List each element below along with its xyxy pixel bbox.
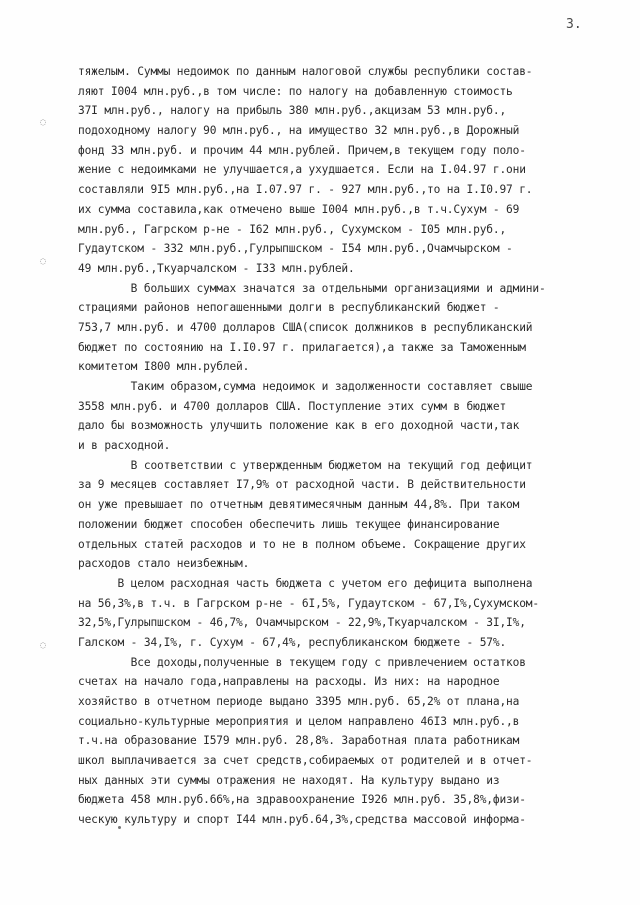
text-line: он уже превышает по отчетным девятимесячным данным 44,8%. При таком xyxy=(78,498,520,512)
text-line: бюджета 458 млн.руб.66%,на здравоохранение I926 млн.руб. 35,8%,физи- xyxy=(78,793,526,807)
text-line: млн.руб., Гагрском р-не - I62 млн.руб., Сухумском - I05 млн.руб., xyxy=(78,222,507,236)
document-body xyxy=(78,62,623,830)
text-line: 37I млн.руб., налогу на прибыль 380 млн.руб.,акцизам 53 млн.руб., xyxy=(78,104,507,118)
text-line: жение с недоимками не улучшается,а ухудшается. Если на I.04.97 г.они xyxy=(78,163,526,177)
text-line: составляли 9I5 млн.руб.,на I.07.97 г. - 927 млн.руб.,то на I.I0.97 г. xyxy=(78,183,533,197)
text-line: их сумма составила,как отмечено выше I004 млн.руб.,в т.ч.Сухум - 69 xyxy=(78,202,520,216)
text-line: расходов стало неизбежным. xyxy=(78,557,250,571)
text-line: Гудаутском - 332 млн.руб.,Гулрыпшском - I54 млн.руб.,Очамчырском - xyxy=(78,242,513,256)
text-line: социально-культурные мероприятия и целом направлено 46I3 млн.руб.,в xyxy=(78,714,520,728)
text-line: В целом расходная часть бюджета с учетом его дефицита выполнена xyxy=(78,576,533,590)
text-line: т.ч.на образование I579 млн.руб. 28,8%. Заработная плата работникам xyxy=(78,734,520,748)
text-line: В больших суммах значатся за отдельными организациями и админи- xyxy=(78,281,546,295)
text-line: Таким образом,сумма недоимок и задолженности составляет свыше xyxy=(78,380,533,393)
text-line: положении бюджет способен обеспечить лишь текущее финансирование xyxy=(78,517,500,531)
text-line: В соответствии с утвержденным бюджетом на текущий год дефицит xyxy=(78,458,533,472)
text-line: фонд 33 млн.руб. и прочим 44 млн.рублей. Причем,в текущем году поло- xyxy=(78,143,526,157)
text-line: ляют I004 млн.руб.,в том числе: по налогу на добавленную стоимость xyxy=(78,84,513,98)
punch-hole-mark: ◌ xyxy=(40,117,47,128)
text-line: ных данных эти суммы отражения не находят. На культуру выдано из xyxy=(78,773,500,787)
text-line: комитетом I800 млн.рублей. xyxy=(78,360,250,374)
text-line: страциями районов непогашенными долги в республиканский бюджет - xyxy=(78,301,500,315)
text-line: хозяйство в отчетном периоде выдано 3395 млн.руб. 65,2% от плана,на xyxy=(78,695,520,708)
text-line: за 9 месяцев составляет I7,9% от расходной части. В действительности xyxy=(78,478,526,492)
text-line: дало бы возможность улучшить положение как в его доходной части,так xyxy=(78,419,520,433)
text-line: Все доходы,полученные в текущем году с привлечением остатков xyxy=(78,655,526,669)
text-line: отдельных статей расходов и то не в полном объеме. Сокращение других xyxy=(78,537,526,551)
text-line: 3558 млн.руб. и 4700 долларов США. Поступление этих сумм в бюджет xyxy=(78,399,507,413)
text-line: 32,5%,Гулрыпшском - 46,7%, Очамчырском - 22,9%,Ткуарчалском - 3I,I%, xyxy=(78,616,526,630)
text-line: школ выплачивается за счет средств,собираемых от родителей и в отчет- xyxy=(78,754,533,768)
punch-hole-mark: ◌ xyxy=(40,256,47,267)
text-line: подоходному налогу 90 млн.руб., на имущество 32 млн.руб.,в Дорожный xyxy=(78,124,520,138)
text-line: и в расходной. xyxy=(78,439,171,453)
text-line: счетах на начало года,направлены на расходы. Из них: на народное xyxy=(78,675,500,689)
text-line: Галском - 34,I%, г. Сухум - 67,4%, республиканском бюджете - 57%. xyxy=(78,635,507,649)
text-line: бюджет по состоянию на I.I0.97 г. прилагается),а также за Таможенным xyxy=(78,340,526,354)
punch-hole-mark: ◌ xyxy=(40,640,47,651)
text-line: 753,7 млн.руб. и 4700 долларов США(список должников в республиканский xyxy=(78,320,533,334)
text-line: 49 млн.руб.,Ткуарчалском - I33 млн.рублей. xyxy=(78,261,355,275)
text-line: ческую культуру и спорт I44 млн.руб.64,3%,средства массовой информа- xyxy=(78,813,526,827)
text-line: тяжелым. Суммы недоимок по данным налоговой службы республики состав- xyxy=(78,65,533,78)
page-number: 3. xyxy=(566,17,582,32)
text-line: на 56,3%,в т.ч. в Гагрском р-не - 6I,5%, Гудаутском - 67,I%,Сухумском- xyxy=(78,596,539,610)
